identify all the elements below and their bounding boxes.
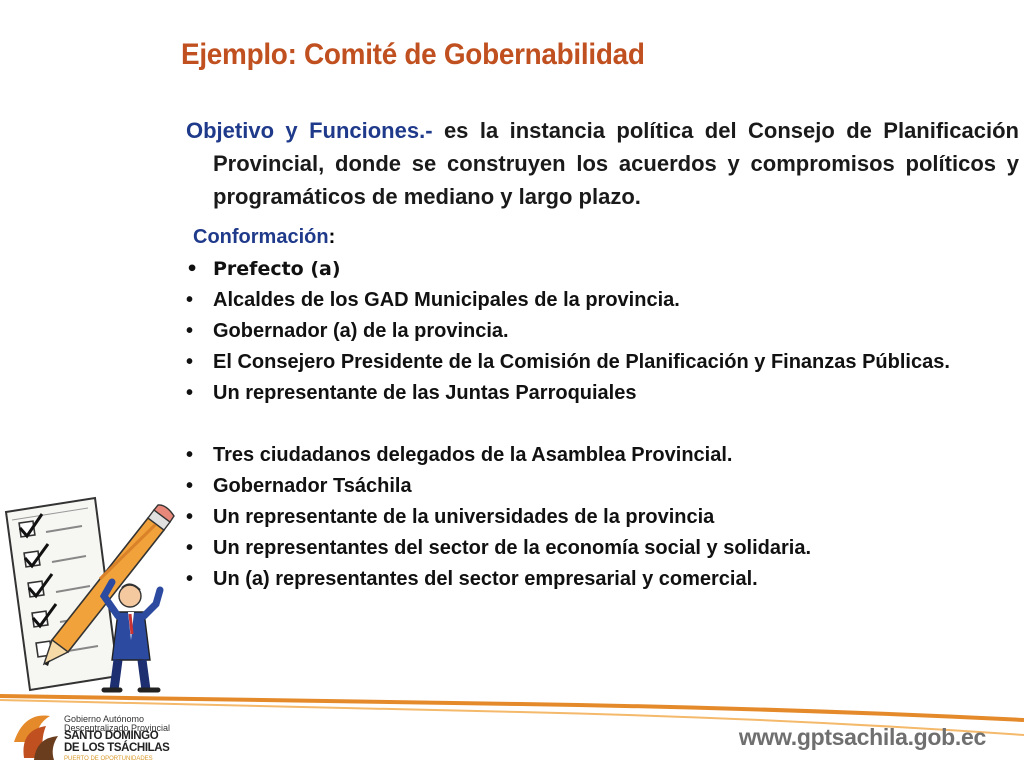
list-item-text: Un representantes del sector de la economía social y solidaria. xyxy=(213,537,812,559)
person-illustration xyxy=(104,582,160,690)
bullet-icon: • xyxy=(186,258,199,280)
list-item-text: Un (a) representantes del sector empresarial y comercial. xyxy=(213,568,758,590)
list-item xyxy=(186,347,992,378)
bullet-icon: • xyxy=(186,568,194,590)
list-item-text: Gobernador (a) de la provincia. xyxy=(213,320,509,342)
pencil-icon xyxy=(44,505,174,666)
list-item-text: Alcaldes de los GAD Municipales de la provincia. xyxy=(213,289,680,311)
list-item-text: Gobernador Tsáchila xyxy=(213,475,412,497)
bullet-icon: • xyxy=(186,537,194,559)
list-item-text: Prefecto (a) xyxy=(213,258,341,280)
list-item xyxy=(186,533,992,564)
bullet-icon: • xyxy=(186,506,194,528)
bullet-icon: • xyxy=(186,382,194,404)
conformacion-heading xyxy=(193,226,335,249)
logo-line-2: Descentralizado Provincial xyxy=(64,723,171,733)
bullet-icon: • xyxy=(186,289,194,311)
provincial-logo xyxy=(8,706,171,762)
list-item xyxy=(186,471,992,502)
bullet-icon: • xyxy=(186,475,194,497)
logo-line-3: SANTO DOMINGO xyxy=(64,730,159,742)
bullet-icon: • xyxy=(186,444,194,466)
conformacion-colon: : xyxy=(328,226,336,248)
checklist-illustration xyxy=(6,498,118,690)
list-item xyxy=(186,564,992,595)
list-item xyxy=(186,440,992,471)
objective-label: Objetivo y Funciones.- xyxy=(186,118,433,143)
slide-title: Ejemplo: Comité de Gobernabilidad xyxy=(181,38,645,71)
logo-line-5: PUERTO DE OPORTUNIDADES xyxy=(64,756,153,762)
list-item-text: El Consejero Presidente de la Comisión de Planificación y Finanzas Públicas. xyxy=(213,351,950,373)
objective-text: es la instancia política del Consejo de Planificación Provincial, donde se construyen los acuerdos y compromisos políticos y programáticos de mediano y largo plazo. xyxy=(213,118,1019,209)
conformacion-label: Conformación xyxy=(193,226,329,248)
bullet-icon: • xyxy=(186,351,194,373)
list-item xyxy=(186,378,992,409)
bullet-icon: • xyxy=(186,320,194,342)
list-item-text: Un representante de la universidades de la provincia xyxy=(213,506,715,528)
members-list xyxy=(186,254,992,595)
logo-line-4: DE LOS TSÁCHILAS xyxy=(64,742,170,754)
list-item xyxy=(186,316,992,347)
list-item xyxy=(186,285,992,316)
objective-paragraph xyxy=(186,114,1019,213)
list-item-text: Un representante de las Juntas Parroquiales xyxy=(213,382,637,404)
logo-line-1: Gobierno Autónomo xyxy=(64,714,145,724)
list-item xyxy=(186,502,992,533)
list-item-text: Tres ciudadanos delegados de la Asamblea Provincial. xyxy=(213,444,733,466)
list-item xyxy=(186,254,992,285)
footer-url[interactable]: www.gptsachila.gob.ec xyxy=(738,724,986,750)
